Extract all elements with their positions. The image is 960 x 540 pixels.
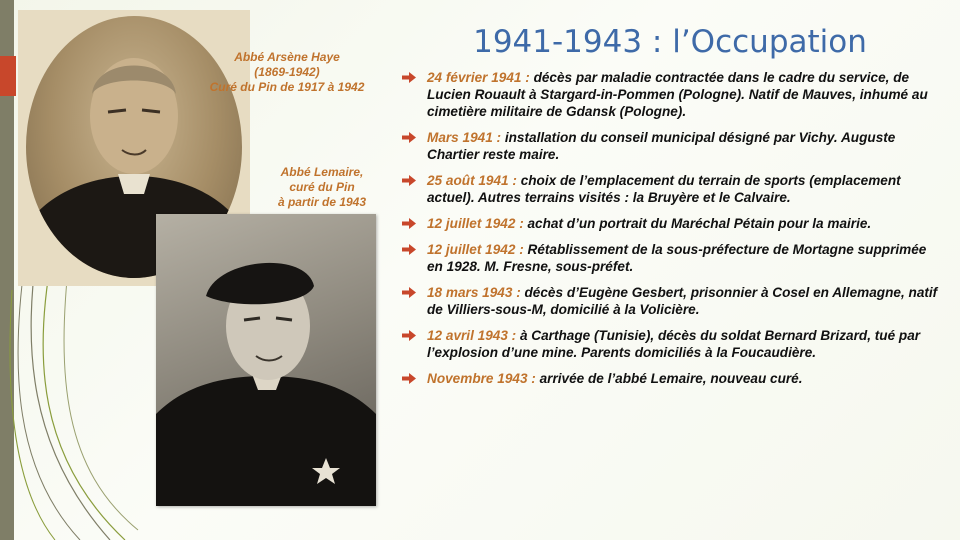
event-text: installation du conseil municipal désigné par Vichy. Auguste Chartier reste maire. [427, 130, 896, 162]
arrow-right-icon [402, 244, 416, 255]
list-item [400, 129, 945, 163]
event-text: décès par maladie contractée dans le cadre du service, de Lucien Rouault à Stargard-in-Pommen (Pologne). Natif de Mauves, inhumé au cimetière militaire de Gdansk (Pologne). [427, 70, 928, 119]
event-text: à Carthage (Tunisie), décès du soldat Bernard Brizard, tué par l’explosion d’une mine. Parents domiciliés à la Foucaudière. [427, 328, 921, 360]
event-date: 12 juillet 1942 : [427, 242, 524, 257]
caption-lemaire-name: Abbé Lemaire, [280, 165, 364, 179]
arrow-right-icon [402, 330, 416, 341]
left-accent-block [0, 56, 16, 96]
slide-title: 1941-1943 : l’Occupation [473, 24, 867, 60]
list-item [400, 284, 945, 318]
arrow-right-icon [402, 287, 416, 298]
portrait-abbe-lemaire [156, 214, 376, 506]
arrow-right-icon [402, 72, 416, 83]
event-date: 18 mars 1943 : [427, 285, 521, 300]
caption-abbe-haye [190, 50, 384, 95]
event-date: Novembre 1943 : [427, 371, 536, 386]
event-text: achat d’un portrait du Maréchal Pétain pour la mairie. [523, 216, 872, 231]
list-item [400, 370, 945, 387]
list-item [400, 327, 945, 361]
list-item [400, 241, 945, 275]
arrow-right-icon [402, 373, 416, 384]
event-date: Mars 1941 : [427, 130, 502, 145]
event-date: 25 août 1941 : [427, 173, 517, 188]
list-item [400, 69, 945, 120]
event-list [400, 69, 945, 396]
event-date: 24 février 1941 : [427, 70, 530, 85]
event-text: arrivée de l’abbé Lemaire, nouveau curé. [535, 371, 803, 386]
caption-lemaire-dates: à partir de 1943 [277, 195, 367, 209]
caption-haye-role: Curé du Pin de 1917 à 1942 [209, 80, 365, 94]
caption-lemaire-role: curé du Pin [289, 180, 355, 194]
list-item [400, 172, 945, 206]
caption-abbe-lemaire [262, 165, 382, 210]
arrow-right-icon [402, 218, 416, 229]
caption-haye-dates: (1869-1942) [254, 65, 320, 79]
caption-haye-name: Abbé Arsène Haye [234, 50, 340, 64]
event-text: choix de l’emplacement du terrain de sports (emplacement actuel). Autres terrains visités : la Bruyère et le Calvaire. [427, 173, 901, 205]
arrow-right-icon [402, 132, 416, 143]
arrow-right-icon [402, 175, 416, 186]
event-date: 12 juillet 1942 : [427, 216, 524, 231]
portrait-figure-lemaire [156, 214, 376, 506]
event-text: décès d’Eugène Gesbert, prisonnier à Cosel en Allemagne, natif de Villiers-sous-M, domicilié à la Volicière. [427, 285, 938, 317]
event-text: Rétablissement de la sous-préfecture de Mortagne supprimée en 1928. M. Fresne, sous-préfet. [427, 242, 927, 274]
list-item [400, 215, 945, 232]
event-date: 12 avril 1943 : [427, 328, 517, 343]
